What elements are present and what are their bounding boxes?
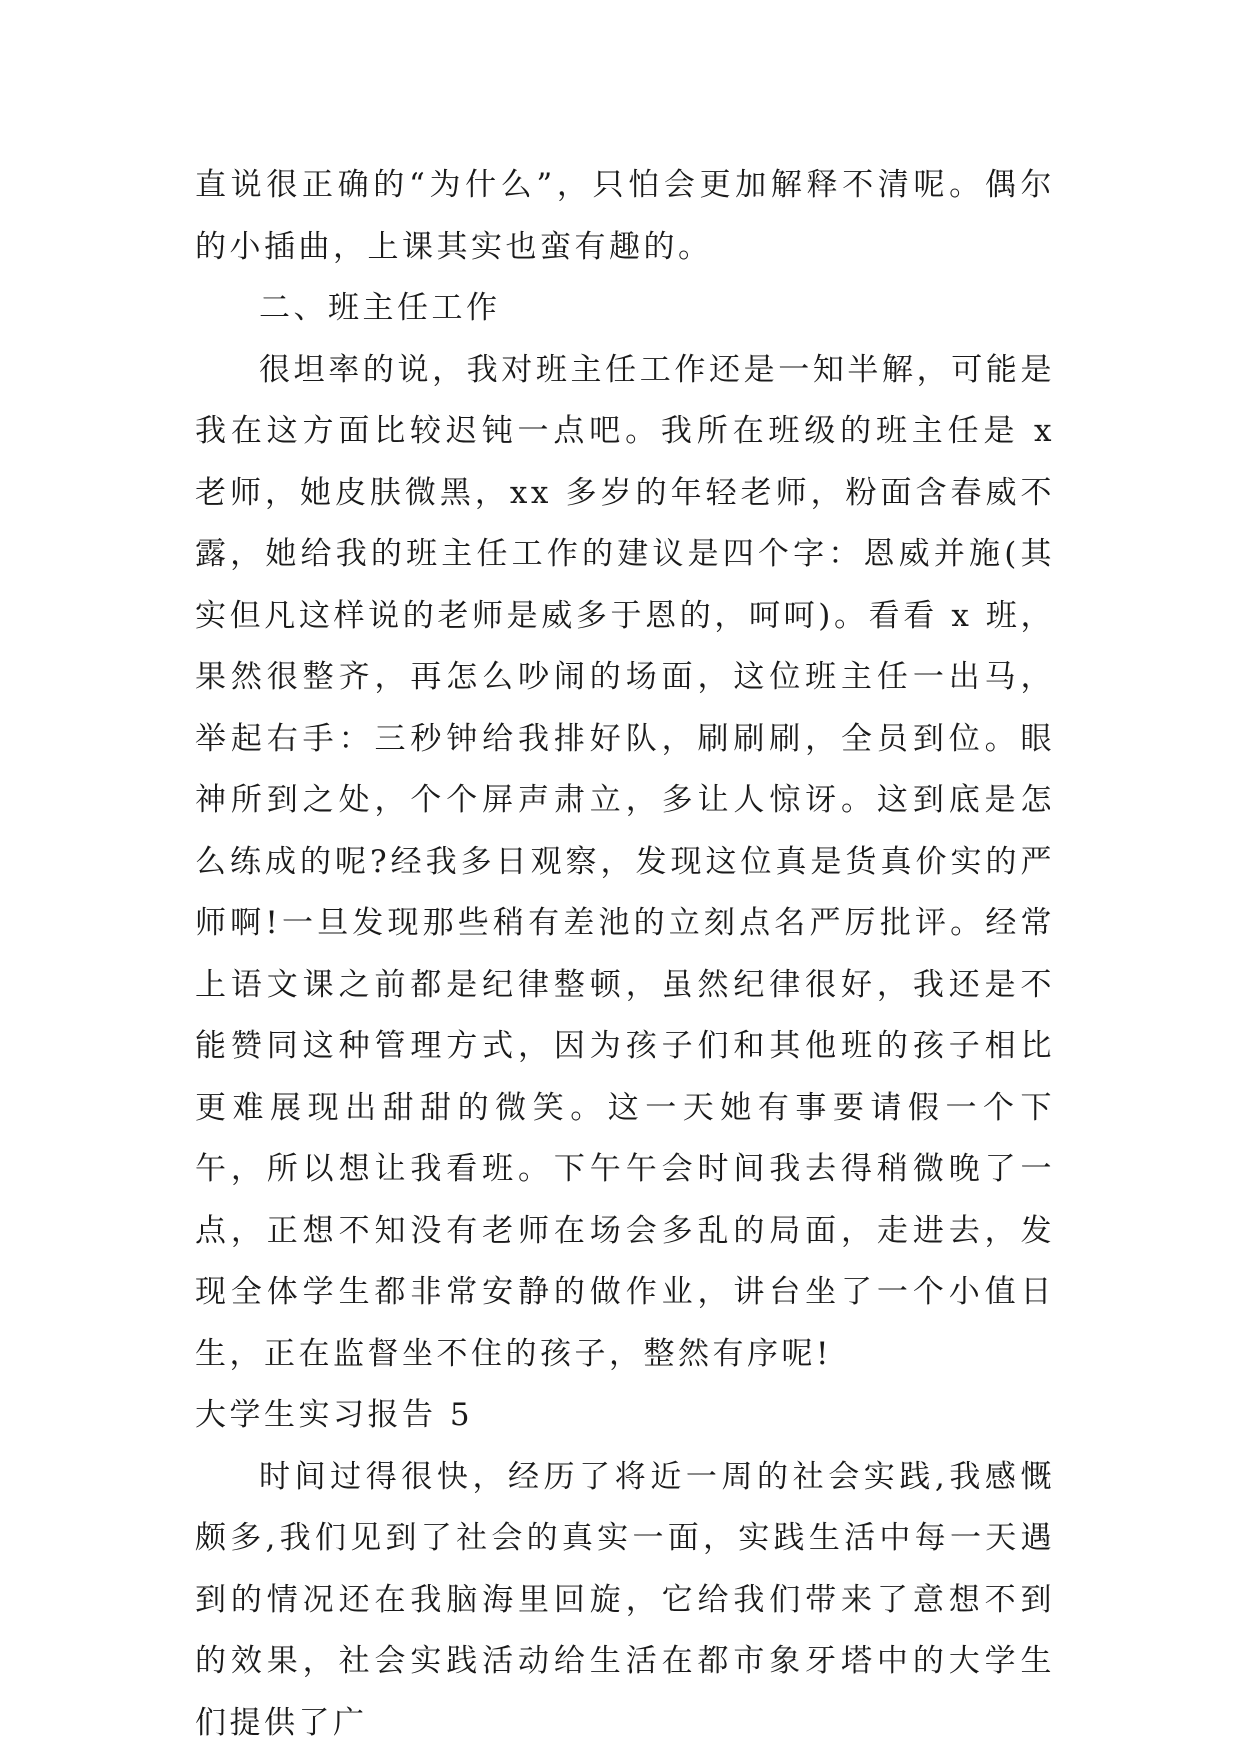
report-title: 大学生实习报告 5 (195, 1397, 474, 1433)
paragraph-class-teacher: 很坦率的说，我对班主任工作还是一知半解，可能是我在这方面比较迟钝一点吧。我所在班级的班主任是 x 老师，她皮肤微黑，xx 多岁的年轻老师，粉面含春威不露，她给我的班主任工作的建议是四个字：恩威并施(其实但凡这样说的老师是威多于恩的，呵呵)。看看 x 班，果然很整齐，再怎么吵闹的场面，这位班主任一出马，举起右手：三秒钟给我排好队，刷刷刷，全员到位。眼神所到之处，个个屏声肃立，多让人惊讶。这到底是怎么练成的呢?经我多日观察，发现这位真是货真价实的严师啊!一旦发现那些稍有差池的立刻点名严厉批评。经常上语文课之前都是纪律整顿，虽然纪律很好，我还是不能赞同这种管理方式，因为孩子们和其他班的孩子相比更难展现出甜甜的微笑。这一天她有事要请假一个下午，所以想让我看班。下午午会时间我去得稍微晚了一点，正想不知没有老师在场会多乱的局面，走进去，发现全体学生都非常安静的做作业，讲台坐了一个小值日生，正在监督坐不住的孩子，整然有序呢! (195, 351, 1055, 1372)
paragraph-social-practice: 时间过得很快，经历了将近一周的社会实践,我感慨颇多,我们见到了社会的真实一面，实践生活中每一天遇到的情况还在我脑海里回旋，它给我们带来了意想不到的效果，社会实践活动给生活在都市象牙塔中的大学生们提供了广 (195, 1458, 1055, 1741)
section-heading-class-teacher-work: 二、班主任工作 (259, 290, 501, 326)
document-body (195, 155, 1055, 1754)
paragraph-continuation: 直说很正确的“为什么”，只怕会更加解释不清呢。偶尔的小插曲，上课其实也蛮有趣的。 (195, 167, 1055, 265)
